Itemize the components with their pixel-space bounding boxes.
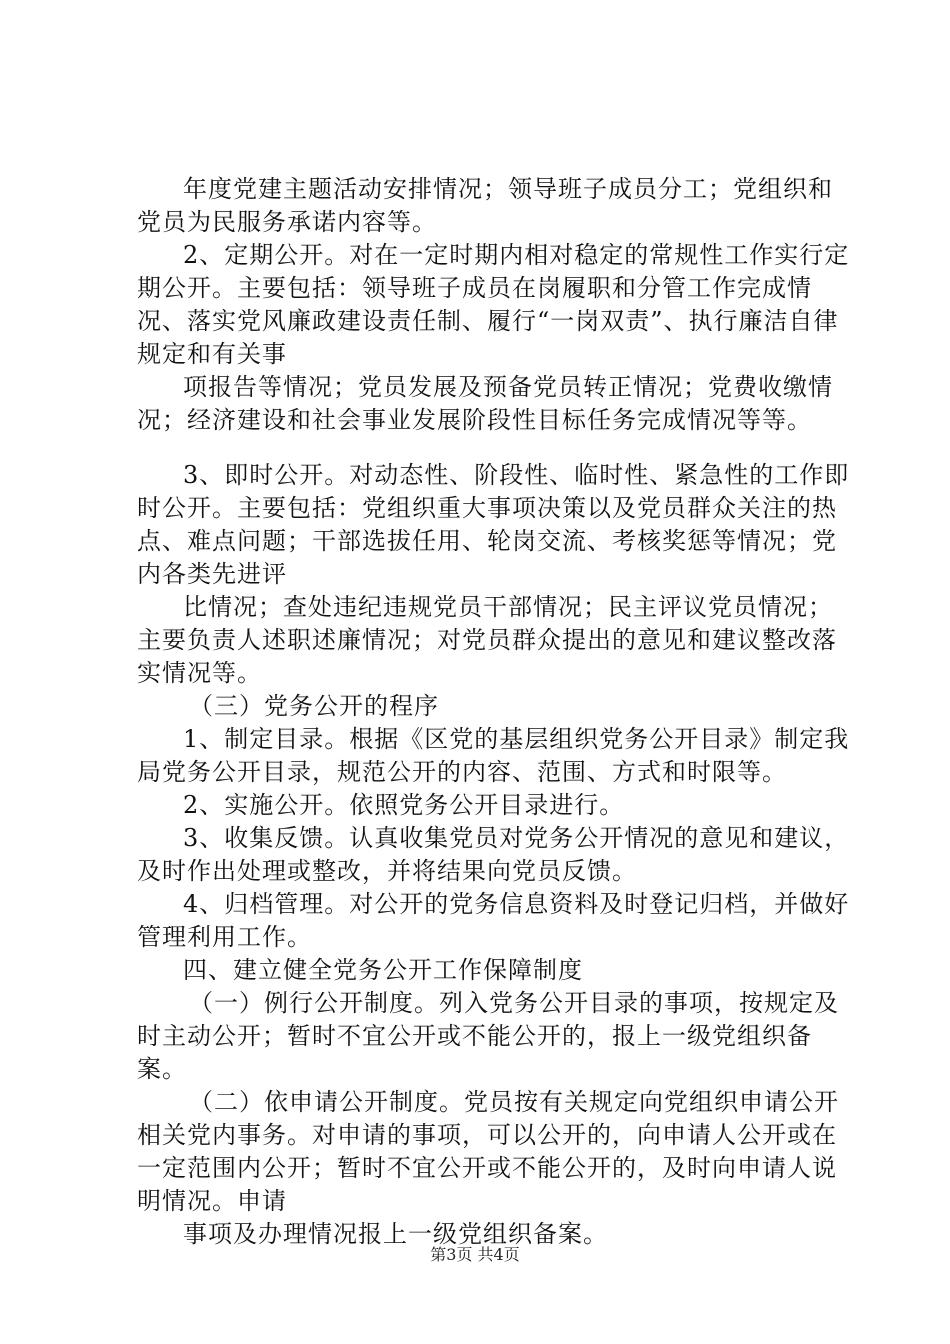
- paragraph-5: 比情况；查处违纪违规党员干部情况；民主评议党员情况；主要负责人述职述廉情况；对党员群众提出的意见和建议整改落实情况等。: [137, 593, 837, 687]
- paragraph-7: 1、制定目录。根据《区党的基层组织党务公开目录》制定我局党务公开目录，规范公开的内容、范围、方式和时限等。: [137, 725, 850, 786]
- paragraph-12: （一）例行公开制度。列入党务公开目录的事项，按规定及时主动公开；暂时不宜公开或不能公开的，报上一级党组织备案。: [137, 989, 839, 1083]
- paragraph-13: （二）依申请公开制度。党员按有关规定向党组织申请公开相关党内事务。对申请的事项，可以公开的，向申请人公开或在一定范围内公开；暂时不宜公开或不能公开的，及时向申请人说明情况。申请: [137, 1088, 839, 1215]
- paragraph-14: 事项及办理情况报上一级党组织备案。: [183, 1220, 608, 1248]
- section-heading-4: 四、建立健全党务公开工作保障制度: [183, 956, 583, 984]
- paragraph-8: 2、实施公开。依照党务公开目录进行。: [183, 791, 625, 819]
- section-heading-procedure: （三）党务公开的程序: [189, 692, 439, 720]
- paragraph-3: 项报告等情况；党员发展及预备党员转正情况；党费收缴情况；经济建设和社会事业发展阶段性目标任务完成情况等等。: [137, 373, 833, 434]
- page-footer: 第3页 共4页: [430, 1245, 520, 1264]
- paragraph-2: 2、定期公开。对在一定时期内相对稳定的常规性工作实行定期公开。主要包括：领导班子成员在岗履职和分管工作完成情况、落实党风廉政建设责任制、履行“一岗双责”、执行廉洁自律规定和有关事: [137, 241, 850, 368]
- paragraph-10: 4、归档管理。对公开的党务信息资料及时登记归档，并做好管理利用工作。: [137, 890, 850, 951]
- paragraph-1: 年度党建主题活动安排情况；领导班子成员分工；党组织和党员为民服务承诺内容等。: [137, 175, 833, 236]
- paragraph-9: 3、收集反馈。认真收集党员对党务公开情况的意见和建议，及时作出处理或整改，并将结果向党员反馈。: [137, 824, 850, 885]
- paragraph-4: 3、即时公开。对动态性、阶段性、临时性、紧急性的工作即时公开。主要包括：党组织重大事项决策以及党员群众关注的热点、难点问题；干部选拔任用、轮岗交流、考核奖惩等情况；党内各类先进评: [137, 461, 850, 588]
- document-body: [137, 173, 853, 1251]
